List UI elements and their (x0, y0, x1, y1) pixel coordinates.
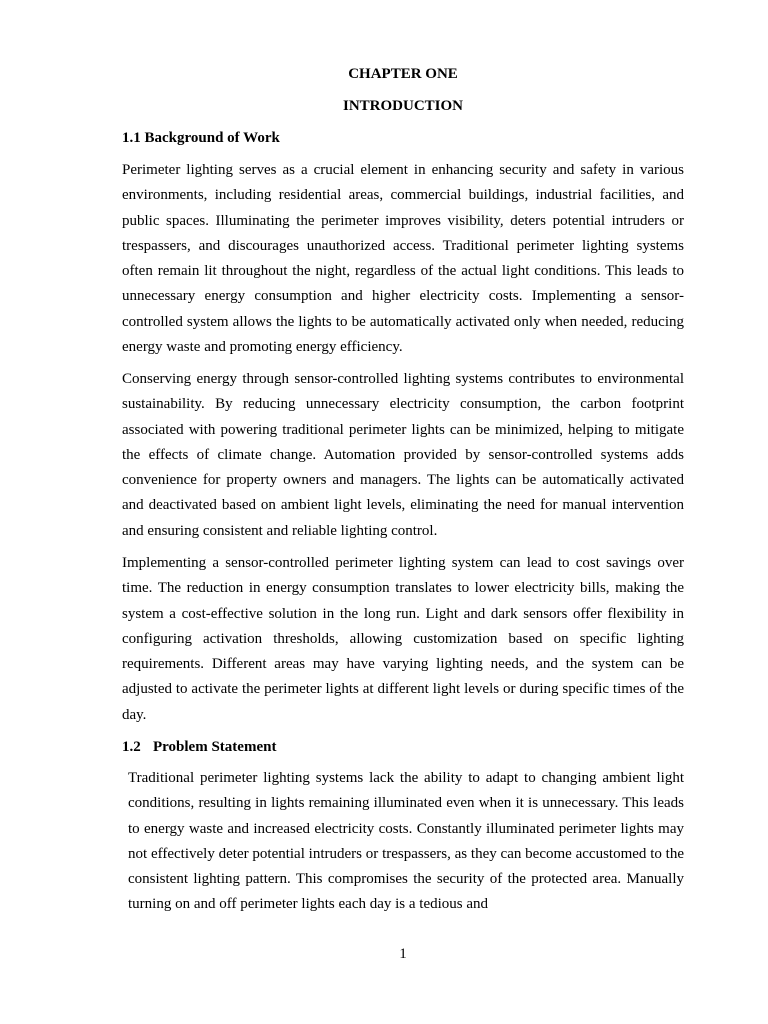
section-heading-background: 1.1 Background of Work (122, 130, 280, 146)
page-number: 1 (399, 946, 407, 962)
section-number: 1.2 (122, 739, 141, 755)
paragraph-background-2: Conserving energy through sensor-controlled lighting systems contributes to environmental sustainability. By reducing unnecessary electricity consumption, the carbon footprint associated with powering traditional perimeter lights can be minimized, helping to mitigate the effects of climate change. Automation provided by sensor-controlled systems adds convenience for property owners and managers. The lights can be automatically activated and deactivated based on ambient light levels, eliminating the need for manual intervention and ensuring consistent and reliable lighting control. (122, 371, 684, 539)
chapter-label: CHAPTER ONE (348, 66, 458, 82)
section-heading-text: Problem Statement (153, 739, 277, 755)
paragraph-problem-statement-1: Traditional perimeter lighting systems lack the ability to adapt to changing ambient light conditions, resulting in lights remaining illuminated even when it is unnecessary. This leads to energy waste and increased electricity costs. Constantly illuminated perimeter lights may not effectively deter potential intruders or trespassers, as they can become accustomed to the consistent lighting pattern. This compromises the security of the protected area. Manually turning on and off perimeter lights each day is a tedious and (128, 770, 684, 913)
paragraph-background-3: Implementing a sensor-controlled perimeter lighting system can lead to cost savings over time. The reduction in energy consumption translates to lower electricity bills, making the system a cost-effective solution in the long run. Light and dark sensors offer flexibility in configuring activation thresholds, allowing customization based on specific lighting requirements. Different areas may have varying lighting needs, and the system can be adjusted to activate the perimeter lights at different light levels or during specific times of the day. (122, 555, 684, 723)
chapter-title: INTRODUCTION (342, 98, 463, 114)
section-heading-problem-statement (122, 737, 276, 757)
paragraph-background-1: Perimeter lighting serves as a crucial element in enhancing security and safety in various environments, including residential areas, commercial buildings, industrial facilities, and public spaces. Illuminating the perimeter improves visibility, deters potential intruders or trespassers, and discourages unauthorized access. Traditional perimeter lighting systems often remain lit throughout the night, regardless of the actual light conditions. This leads to unnecessary energy consumption and higher electricity costs. Implementing a sensor-controlled system allows the lights to be automatically activated only when needed, reducing energy waste and promoting energy efficiency. (122, 162, 684, 356)
